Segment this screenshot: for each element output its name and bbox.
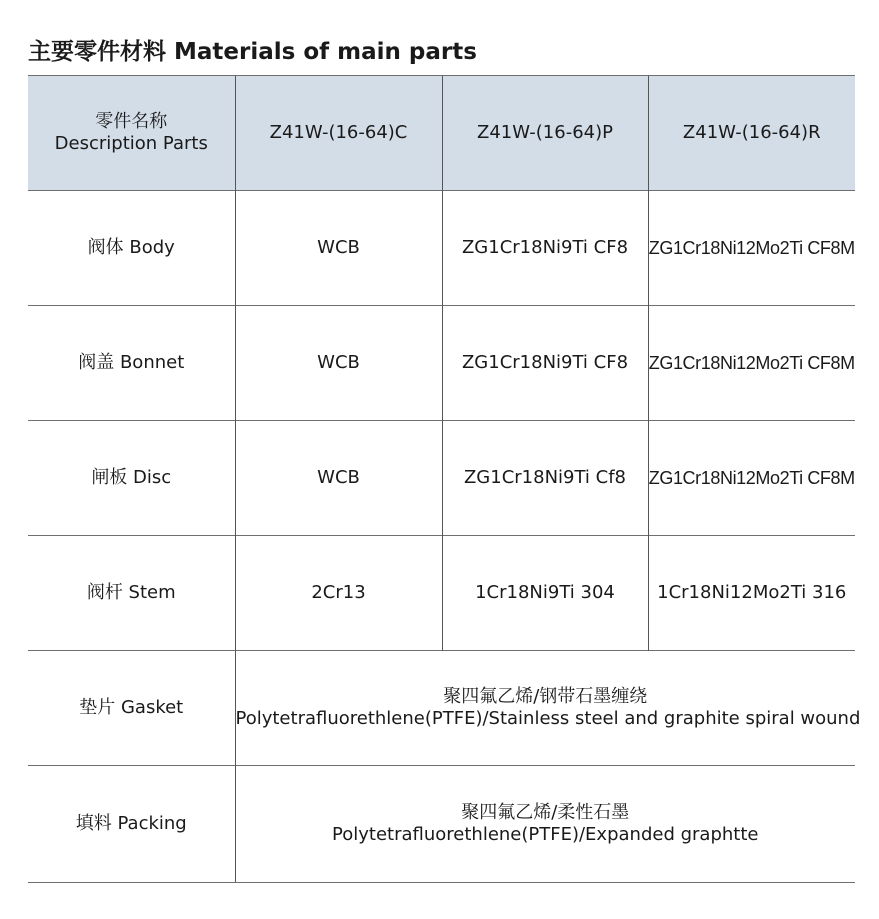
table-row xyxy=(28,421,855,536)
table-row xyxy=(28,766,855,883)
material-c-cell: WCB xyxy=(235,421,442,536)
material-p-cell: ZG1Cr18Ni9Ti CF8 xyxy=(442,306,648,421)
material-cn-line: 聚四氟乙烯/钢带石墨缠绕 xyxy=(443,686,648,707)
page-title: 主要零件材料 Materials of main parts xyxy=(28,39,477,65)
material-p-cell: 1Cr18Ni9Ti 304 xyxy=(442,536,648,651)
part-name-cell: 垫片 Gasket xyxy=(28,651,235,766)
header-model-p: Z41W-(16-64)P xyxy=(442,76,648,191)
materials-table xyxy=(28,75,861,883)
header-part-cn: 零件名称 xyxy=(95,111,168,132)
material-r-cell: ZG1Cr18Ni12Mo2Ti CF8M xyxy=(648,306,855,421)
material-p-cell: ZG1Cr18Ni9Ti Cf8 xyxy=(442,421,648,536)
material-p-cell: ZG1Cr18Ni9Ti CF8 xyxy=(442,191,648,306)
table-row xyxy=(28,651,855,766)
table-header-row xyxy=(28,76,855,191)
header-description-parts xyxy=(28,76,235,191)
material-en-line: Polytetrafluorethlene(PTFE)/Stainless steel and graphite spiral wound xyxy=(235,708,861,729)
material-r-cell: 1Cr18Ni12Mo2Ti 316 xyxy=(648,536,855,651)
part-name-cell: 阀盖 Bonnet xyxy=(28,306,235,421)
header-part-en: Description Parts xyxy=(54,133,208,154)
header-model-r: Z41W-(16-64)R xyxy=(648,76,855,191)
material-c-cell: 2Cr13 xyxy=(235,536,442,651)
part-name-cell: 填料 Packing xyxy=(28,766,235,883)
material-r-cell: ZG1Cr18Ni12Mo2Ti CF8M xyxy=(648,421,855,536)
header-model-c: Z41W-(16-64)C xyxy=(235,76,442,191)
material-c-cell: WCB xyxy=(235,306,442,421)
table-row xyxy=(28,536,855,651)
part-name-cell: 阀杆 Stem xyxy=(28,536,235,651)
material-en-line: Polytetrafluorethlene(PTFE)/Expanded graphtte xyxy=(332,824,759,845)
material-cn-line: 聚四氟乙烯/柔性石墨 xyxy=(461,802,630,823)
material-r-cell: ZG1Cr18Ni12Mo2Ti CF8M xyxy=(648,191,855,306)
merged-material-cell xyxy=(235,766,855,883)
merged-material-cell xyxy=(235,651,861,766)
table-row xyxy=(28,306,855,421)
table-row xyxy=(28,191,855,306)
material-c-cell: WCB xyxy=(235,191,442,306)
part-name-cell: 阀体 Body xyxy=(28,191,235,306)
part-name-cell: 闸板 Disc xyxy=(28,421,235,536)
